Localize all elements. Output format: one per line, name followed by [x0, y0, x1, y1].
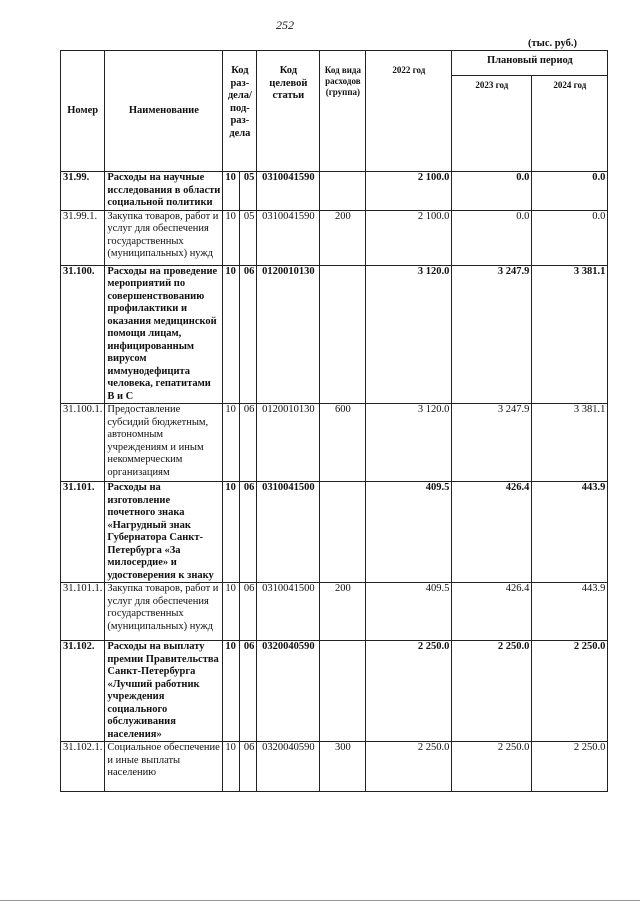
row-subsection: 06	[240, 742, 257, 792]
table-row	[61, 404, 608, 482]
row-value-2022: 2 250.0	[366, 641, 452, 742]
row-section: 10	[223, 742, 240, 792]
row-target-code: 0320040590	[257, 641, 320, 742]
row-target-code: 0310041590	[257, 172, 320, 211]
table-row	[61, 210, 608, 265]
row-value-2023: 0.0	[452, 172, 532, 211]
row-value-2024: 0.0	[532, 210, 608, 265]
row-expense-type: 600	[320, 404, 366, 482]
row-value-2023: 426.4	[452, 482, 532, 583]
row-number: 31.99.1.	[61, 210, 105, 265]
row-number: 31.102.	[61, 641, 105, 742]
header-2023: 2023 год	[452, 76, 532, 172]
row-number: 31.99.	[61, 172, 105, 211]
row-number: 31.102.1.	[61, 742, 105, 792]
units-label: (тыс. руб.)	[528, 38, 577, 49]
row-value-2022: 3 120.0	[366, 404, 452, 482]
row-value-2024: 0.0	[532, 172, 608, 211]
row-value-2024: 2 250.0	[532, 641, 608, 742]
row-target-code: 0310041500	[257, 583, 320, 641]
row-section: 10	[223, 404, 240, 482]
row-value-2023: 3 247.9	[452, 404, 532, 482]
row-name: Закупка товаров, работ и услуг для обеспечения государственных (муниципальных) нужд	[105, 583, 223, 641]
table-row	[61, 641, 608, 742]
row-value-2023: 0.0	[452, 210, 532, 265]
row-value-2024: 3 381.1	[532, 265, 608, 404]
row-value-2022: 409.5	[366, 583, 452, 641]
row-value-2022: 409.5	[366, 482, 452, 583]
row-value-2022: 2 100.0	[366, 210, 452, 265]
header-number: Номер	[61, 51, 105, 172]
row-expense-type	[320, 265, 366, 404]
row-value-2023: 426.4	[452, 583, 532, 641]
row-section: 10	[223, 172, 240, 211]
row-subsection: 06	[240, 265, 257, 404]
header-expense-type: Код вида расходов (группа)	[320, 51, 366, 172]
row-name: Закупка товаров, работ и услуг для обеспечения государственных (муниципальных) нужд	[105, 210, 223, 265]
row-value-2024: 2 250.0	[532, 742, 608, 792]
row-name: Расходы на выплату премии Правительства Санкт-Петербурга «Лучший работник учреждения социального обслуживания населения»	[105, 641, 223, 742]
row-expense-type	[320, 641, 366, 742]
row-value-2023: 2 250.0	[452, 742, 532, 792]
row-target-code: 0120010130	[257, 404, 320, 482]
row-name: Предоставление субсидий бюджетным, автономным учреждениям и иным некоммерческим организациям	[105, 404, 223, 482]
row-subsection: 06	[240, 583, 257, 641]
row-section: 10	[223, 482, 240, 583]
header-2022: 2022 год	[366, 51, 452, 172]
row-expense-type: 200	[320, 210, 366, 265]
table-row	[61, 482, 608, 583]
row-value-2023: 2 250.0	[452, 641, 532, 742]
row-number: 31.100.	[61, 265, 105, 404]
row-value-2024: 3 381.1	[532, 404, 608, 482]
row-number: 31.101.	[61, 482, 105, 583]
row-value-2023: 3 247.9	[452, 265, 532, 404]
row-subsection: 06	[240, 482, 257, 583]
table-body	[61, 172, 608, 792]
row-subsection: 05	[240, 210, 257, 265]
row-section: 10	[223, 265, 240, 404]
row-subsection: 06	[240, 641, 257, 742]
budget-table	[60, 50, 608, 792]
table-row	[61, 583, 608, 641]
row-name: Расходы на изготовление почетного знака «Нагрудный знак Губернатора Санкт-Петербурга «За милосердие» и удостоверения к знаку	[105, 482, 223, 583]
table-header	[61, 51, 608, 172]
header-name: Наименование	[105, 51, 223, 172]
row-name: Расходы на проведение мероприятий по совершенствованию профилактики и оказания медицинской помощи лицам, инфицированным вирусом иммунодефицита человека, гепатитами В и С	[105, 265, 223, 404]
header-2024: 2024 год	[532, 76, 608, 172]
row-value-2022: 2 250.0	[366, 742, 452, 792]
row-subsection: 06	[240, 404, 257, 482]
row-section: 10	[223, 210, 240, 265]
row-value-2024: 443.9	[532, 482, 608, 583]
row-value-2022: 2 100.0	[366, 172, 452, 211]
row-value-2024: 443.9	[532, 583, 608, 641]
row-section: 10	[223, 583, 240, 641]
row-number: 31.100.1.	[61, 404, 105, 482]
row-target-code: 0310041500	[257, 482, 320, 583]
row-expense-type	[320, 172, 366, 211]
header-section: Код раз-дела/ под-раз-дела	[223, 51, 257, 172]
row-name: Расходы на научные исследования в области социальной политики	[105, 172, 223, 211]
row-name: Социальное обеспечение и иные выплаты населению	[105, 742, 223, 792]
row-value-2022: 3 120.0	[366, 265, 452, 404]
page-bottom-border	[0, 900, 640, 901]
header-target: Код целевой статьи	[257, 51, 320, 172]
row-target-code: 0120010130	[257, 265, 320, 404]
table-row	[61, 742, 608, 792]
row-subsection: 05	[240, 172, 257, 211]
header-plan-period: Плановый период	[452, 51, 608, 76]
page-number: 252	[276, 18, 294, 32]
row-number: 31.101.1.	[61, 583, 105, 641]
row-expense-type	[320, 482, 366, 583]
table-row	[61, 265, 608, 404]
table-row	[61, 172, 608, 211]
row-target-code: 0320040590	[257, 742, 320, 792]
row-target-code: 0310041590	[257, 210, 320, 265]
row-expense-type: 300	[320, 742, 366, 792]
row-expense-type: 200	[320, 583, 366, 641]
row-section: 10	[223, 641, 240, 742]
